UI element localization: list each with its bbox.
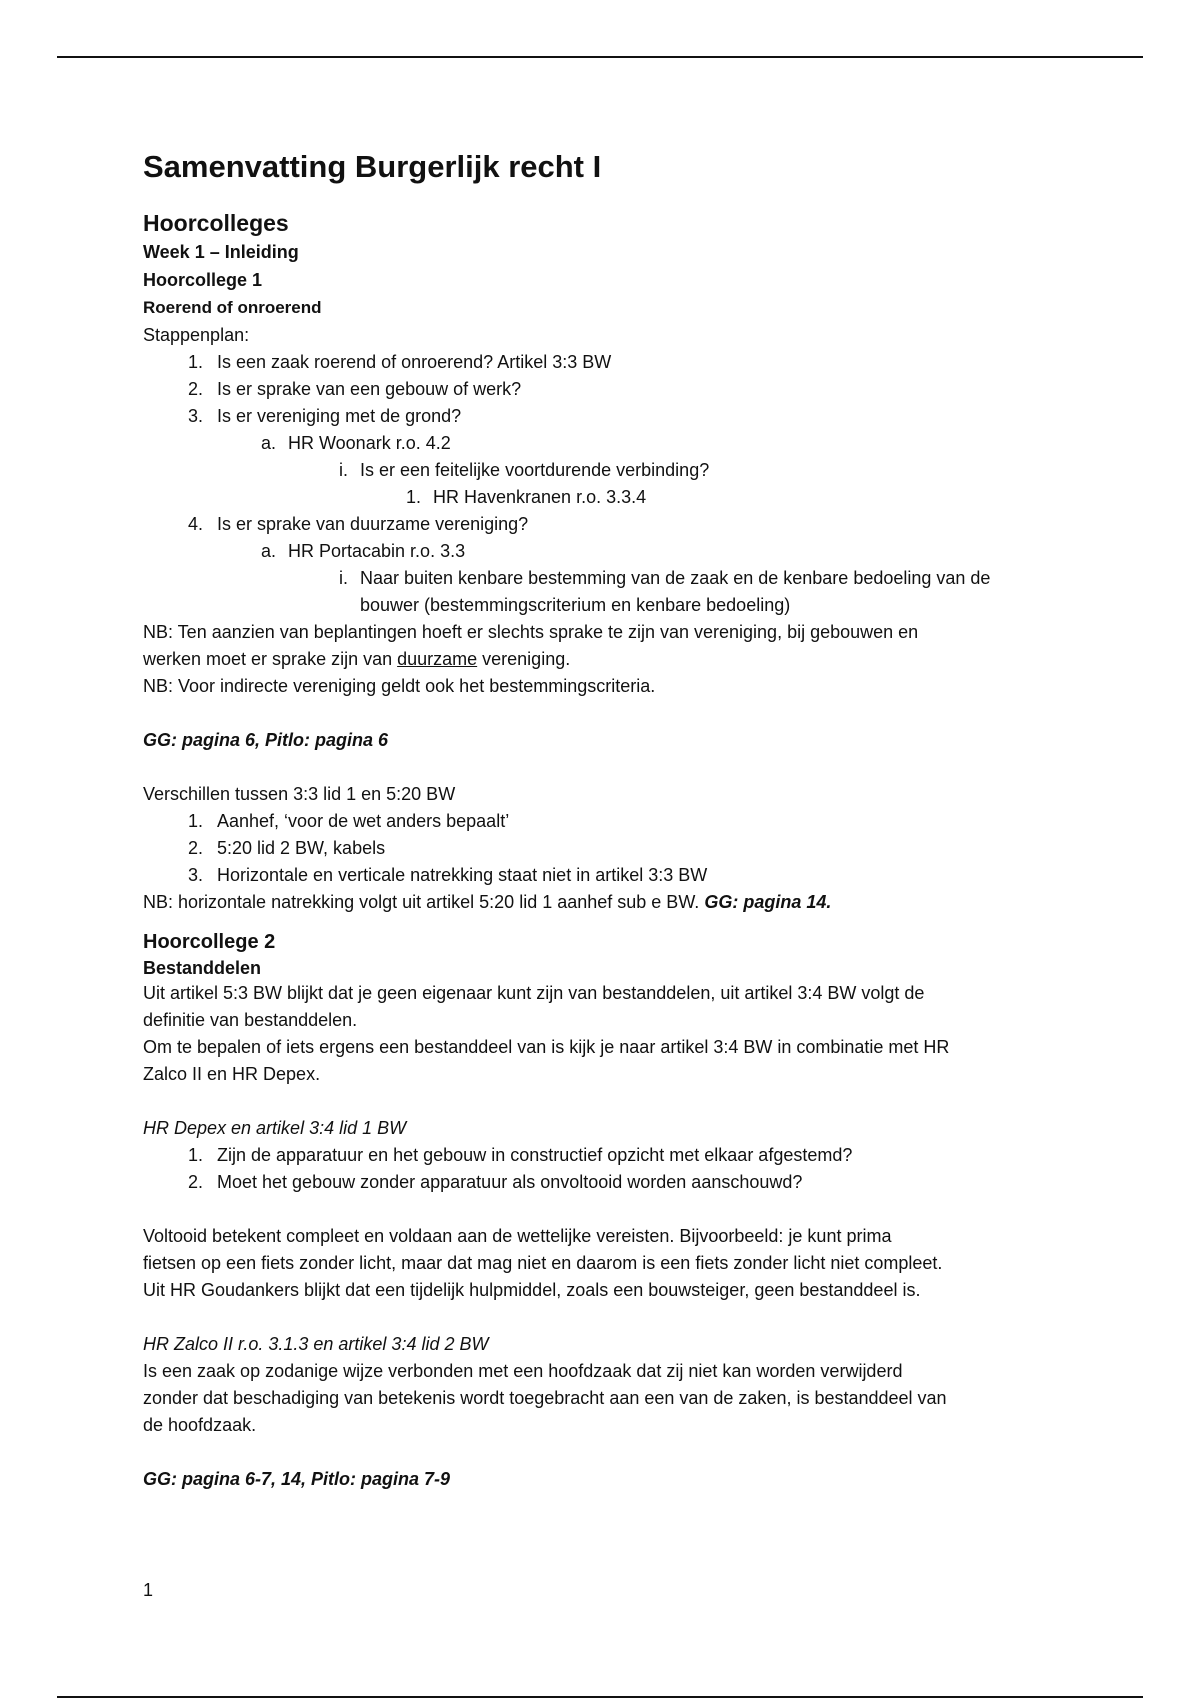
subheading-roerend: Roerend of onroerend [143, 298, 322, 317]
list-marker: 1. [187, 811, 203, 831]
paragraph-text: Verschillen tussen 3:3 lid 1 en 5:20 BW [143, 784, 456, 804]
list-marker: i. [339, 568, 348, 588]
list-text: Is er sprake van duurzame vereniging? [217, 514, 529, 534]
list-marker: 3. [187, 406, 203, 426]
note-text [143, 889, 1063, 916]
reference-text: GG: pagina 6, Pitlo: pagina 6 [143, 730, 389, 750]
week-heading: Week 1 – Inleiding [143, 242, 299, 262]
paragraph-text: zonder dat beschadiging van betekenis wordt toegebracht aan een van de zaken, is bestanddeel van [143, 1388, 947, 1408]
list-marker: 2. [187, 838, 203, 858]
list-item [143, 457, 1063, 484]
list-text: Moet het gebouw zonder apparatuur als onvoltooid worden aanschouwd? [217, 1172, 803, 1192]
paragraph-text: Is een zaak op zodanige wijze verbonden met een hoofdzaak dat zij niet kan worden verwijderd [143, 1361, 903, 1381]
list-text: Naar buiten kenbare bestemming van de zaak en de kenbare bedoeling van de bouwer (bestemmingscriterium en kenbare bedoeling) [360, 568, 991, 615]
list-text: HR Woonark r.o. 4.2 [288, 433, 451, 453]
lecture-heading-1: Hoorcollege 1 [143, 270, 263, 290]
page-number: 1 [143, 1580, 154, 1600]
list-marker: 1. [187, 1145, 203, 1165]
list-text: 5:20 lid 2 BW, kabels [217, 838, 386, 858]
list-item [143, 376, 1063, 403]
section-heading: Hoorcolleges [143, 210, 289, 236]
list-marker: a. [260, 433, 276, 453]
note-part: vereniging. [477, 649, 571, 669]
list-text: HR Portacabin r.o. 3.3 [288, 541, 466, 561]
reference-text: GG: pagina 6-7, 14, Pitlo: pagina 7-9 [143, 1469, 451, 1489]
list-marker: 2. [187, 1172, 203, 1192]
header-rule [57, 56, 1143, 58]
list-marker: 3. [187, 865, 203, 885]
list-marker: i. [339, 460, 348, 480]
note-text: NB: Ten aanzien van beplantingen hoeft er slechts sprake te zijn van vereniging, bij gebouwen en [143, 622, 919, 642]
list-text: Horizontale en verticale natrekking staat niet in artikel 3:3 BW [217, 865, 708, 885]
list-text: Aanhef, ‘voor de wet anders bepaalt’ [217, 811, 510, 831]
list-text: HR Havenkranen r.o. 3.3.4 [433, 487, 647, 507]
paragraph-text: Voltooid betekent compleet en voldaan aan de wettelijke vereisten. Bijvoorbeeld: je kunt prima [143, 1226, 892, 1246]
note-text [143, 646, 1063, 673]
list-item [143, 484, 1063, 511]
list-text: Is er sprake van een gebouw of werk? [217, 379, 522, 399]
footer-rule [57, 1696, 1143, 1698]
paragraph-text: Om te bepalen of iets ergens een bestanddeel van is kijk je naar artikel 3:4 BW in combinatie met HR [143, 1037, 950, 1057]
case-heading: HR Zalco II r.o. 3.1.3 en artikel 3:4 lid 2 BW [143, 1334, 489, 1354]
document-body [143, 146, 1063, 1493]
list-marker: 1. [187, 352, 203, 372]
list-item [143, 430, 1063, 457]
list-item [143, 565, 1063, 619]
paragraph-text: Uit HR Goudankers blijkt dat een tijdelijk hulpmiddel, zoals een bouwsteiger, geen bestanddeel is. [143, 1280, 921, 1300]
note-part: NB: horizontale natrekking volgt uit artikel 5:20 lid 1 aanhef sub e BW. [143, 892, 705, 912]
list-text: Is een zaak roerend of onroerend? Artikel 3:3 BW [217, 352, 612, 372]
list-marker: a. [260, 541, 276, 561]
list-marker: 4. [187, 514, 203, 534]
list-item [143, 1142, 1063, 1169]
intro-text: Stappenplan: [143, 325, 250, 345]
list-marker: 2. [187, 379, 203, 399]
list-marker: 1. [405, 487, 421, 507]
note-text: NB: Voor indirecte vereniging geldt ook het bestemmingscriteria. [143, 676, 656, 696]
list-item [143, 862, 1063, 889]
document-title: Samenvatting Burgerlijk recht I [143, 149, 602, 184]
paragraph-text: Zalco II en HR Depex. [143, 1064, 321, 1084]
list-item [143, 349, 1063, 376]
list-item [143, 403, 1063, 430]
list-text: Is er een feitelijke voortdurende verbinding? [360, 460, 710, 480]
paragraph-text: fietsen op een fiets zonder licht, maar dat mag niet en daarom is een fiets zonder licht niet compleet. [143, 1253, 943, 1273]
list-item [143, 538, 1063, 565]
paragraph-text: definitie van bestanddelen. [143, 1010, 358, 1030]
list-text: Zijn de apparatuur en het gebouw in constructief opzicht met elkaar afgestemd? [217, 1145, 853, 1165]
subheading-bestanddelen: Bestanddelen [143, 958, 262, 978]
case-heading: HR Depex en artikel 3:4 lid 1 BW [143, 1118, 407, 1138]
list-item [143, 1169, 1063, 1196]
list-item [143, 808, 1063, 835]
reference-text: GG: pagina 14. [704, 892, 832, 912]
lecture-heading-2: Hoorcollege 2 [143, 931, 276, 953]
list-text: Is er vereniging met de grond? [217, 406, 462, 426]
underlined-word: duurzame [397, 649, 478, 669]
list-item [143, 835, 1063, 862]
note-part: werken moet er sprake zijn van [143, 649, 398, 669]
list-item [143, 511, 1063, 538]
paragraph-text: Uit artikel 5:3 BW blijkt dat je geen eigenaar kunt zijn van bestanddelen, uit artikel 3:4 BW volgt de [143, 983, 925, 1003]
paragraph-text: de hoofdzaak. [143, 1415, 257, 1435]
